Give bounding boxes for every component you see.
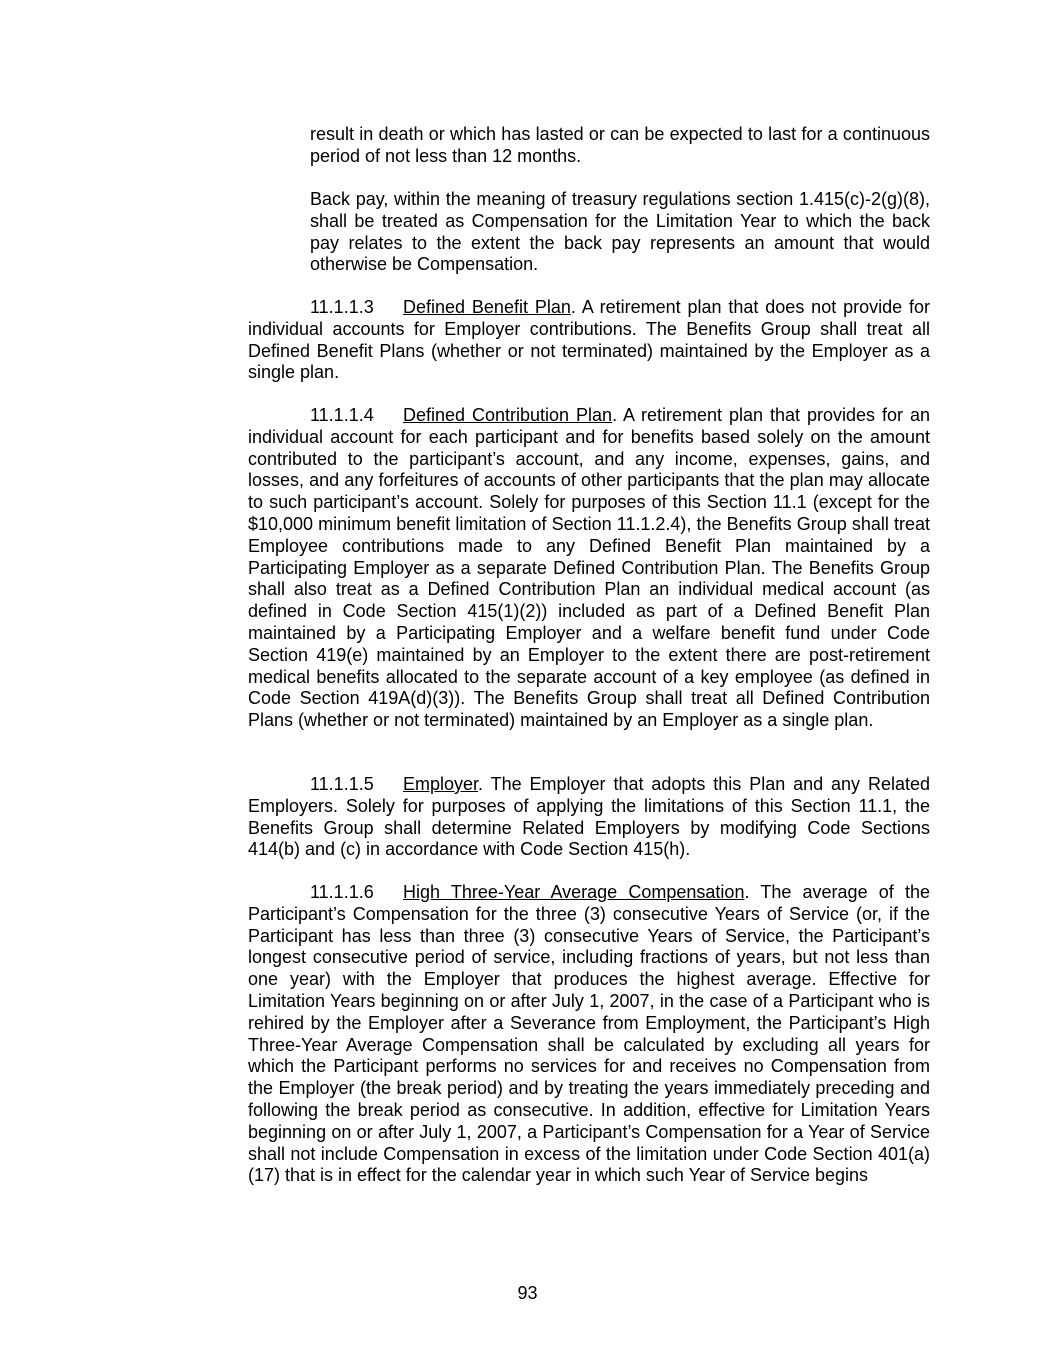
section-body: . A retirement plan that provides for an individual account for each participant and for benefits based solely on the amount contributed to the participant’s account, and any income, expenses, gains, and losses, and any forfeitures of accounts of other participants that the plan may allocate to such participant’s account. Solely for purposes of this Section 11.1 (except for the $10,000 minimum benefit limitation of Section 11.1.2.4), the Benefits Group shall treat Employee contributions made to any Defined Benefit Plan maintained by a Participating Employer as a separate Defined Contribution Plan. The Benefits Group shall also treat as a Defined Contribution Plan an individual medical account (as defined in Code Section 415(1)(2)) included as part of a Defined Benefit Plan maintained by a Participating Employer and a welfare benefit fund under Code Section 419(e) maintained by an Employer to the extent there are post-retirement medical benefits allocated to the separate account of a key employee (as defined in Code Section 419A(d)(3)). The Benefits Group shall treat all Defined Contribution Plans (whether or not terminated) maintained by an Employer as a single plan. (248, 405, 930, 731)
section-body: . A retirement plan that does not provide for individual accounts for Employer contributions. The Benefits Group shall treat all Defined Benefit Plans (whether or not terminated) maintained by the Employer as a single plan. (248, 297, 930, 383)
section-term: Employer (403, 774, 479, 794)
paragraph-continuation: result in death or which has lasted or can be expected to last for a continuous period of not less than 12 months. (310, 124, 930, 166)
section-number: 11.1.1.4 (310, 405, 374, 425)
section-11-1-1-4 (248, 405, 930, 732)
section-number: 11.1.1.6 (310, 882, 374, 902)
section-term: High Three-Year Average Compensation (403, 882, 745, 902)
page-number: 93 (517, 1283, 538, 1303)
paragraph-back-pay: Back pay, within the meaning of treasury regulations section 1.415(c)-2(g)(8), shall be treated as Compensation for the Limitation Year to which the back pay relates to the extent the back pay represents an amount that would otherwise be Compensation. (310, 189, 930, 275)
section-term: Defined Benefit Plan (403, 297, 571, 317)
section-11-1-1-5 (248, 774, 930, 861)
section-body: . The average of the Participant’s Compensation for the three (3) consecutive Years of Service (or, if the Participant has less than three (3) consecutive Years of Service, the Participant’s longest consecutive period of service, including fractions of years, but not less than one year) with the Employer that produces the highest average. Effective for Limitation Years beginning on or after July 1, 2007, in the case of a Participant who is rehired by the Employer after a Severance from Employment, the Participant’s High Three-Year Average Compensation shall be calculated by excluding all years for which the Participant performs no services for and receives no Compensation from the Employer (the break period) and by treating the years immediately preceding and following the break period as consecutive. In addition, effective for Limitation Years beginning on or after July 1, 2007, a Participant’s Compensation for a Year of Service shall not include Compensation in excess of the limitation under Code Section 401(a)(17) that is in effect for the calendar year in which such Year of Service begins (248, 882, 930, 1186)
section-term: Defined Contribution Plan (403, 405, 613, 425)
section-11-1-1-6 (248, 882, 930, 1187)
section-11-1-1-3 (248, 297, 930, 384)
section-body: . The Employer that adopts this Plan and any Related Employers. Solely for purposes of applying the limitations of this Section 11.1, the Benefits Group shall determine Related Employers by modifying Code Sections 414(b) and (c) in accordance with Code Section 415(h). (248, 774, 930, 860)
section-number: 11.1.1.5 (310, 774, 374, 794)
section-number: 11.1.1.3 (310, 297, 374, 317)
